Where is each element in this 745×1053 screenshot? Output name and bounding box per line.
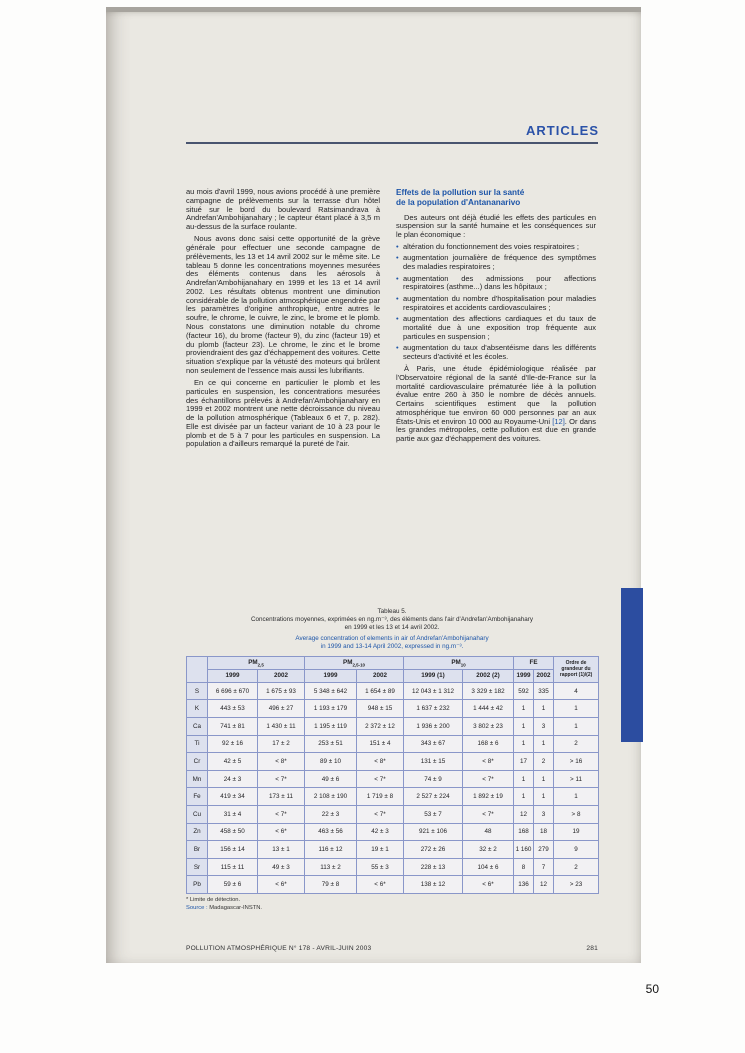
paragraph: Nous avons donc saisi cette opportunité de la grève générale pour effectuer une seconde campagne de prélèvements, les 13 et 14 avril 2002 sur le même site. Le tableau 5 donne les concentrations moyennes mesurées des éléments contenus dans les aérosols à Andrefan'Ambohijanahary en 1999 et les 13 et 14 avril 2002. Les résultats obtenus montrent une diminution considérable de la pollution atmosphérique engendrée par les paramètres d'origine anthropique, entre autres le soufre, le chrome, le cuivre, le zinc, le brome et le plomb. Nous constatons une diminution notable du chrome (facteur 16), du brome (facteur 9), du zinc (facteur 19) et du plomb (facteur 23). Le chrome, le zinc et le brome proviendraient des gaz d'échappement des voitures. Cette situation s'explique par la vétusté des moteurs qui brûlent non seulement de l'essence mais aussi les lubrifiants. bbox=[186, 234, 380, 375]
table-row bbox=[187, 753, 599, 771]
journal-page-number: 281 bbox=[586, 945, 598, 952]
table-cell: 59 ± 6 bbox=[208, 876, 258, 894]
table-cell: 1 bbox=[514, 788, 534, 806]
table-caption-en: Average concentration of elements in air of Andrefan'Ambohijanahary bbox=[295, 634, 489, 642]
table-cell: 116 ± 12 bbox=[305, 841, 357, 859]
column-group-header: $PM_{2,5-10}$ bbox=[305, 656, 404, 669]
element-label: Fe bbox=[187, 788, 208, 806]
table-cell: 168 bbox=[514, 823, 534, 841]
table-cell: < 8* bbox=[258, 753, 305, 771]
table-caption-fr: Concentrations moyennes, exprimées en ng.m⁻³, des éléments dans l'air d'Andrefan'Ambohijanahary bbox=[250, 616, 534, 624]
table-cell: 115 ± 11 bbox=[208, 858, 258, 876]
table-cell: < 6* bbox=[463, 876, 514, 894]
table-cell: 228 ± 13 bbox=[404, 858, 463, 876]
table-cell: 31 ± 4 bbox=[208, 806, 258, 824]
year-subheader: 2002 bbox=[534, 669, 554, 682]
section-header-articles: ARTICLES bbox=[526, 123, 599, 138]
table-section bbox=[186, 608, 598, 913]
bullet-item: • augmentation du nombre d'hospitalisation pour maladies respiratoires et accidents cardiovasculaires ; bbox=[396, 295, 596, 313]
paragraph: Des auteurs ont déjà étudié les effets des particules en suspension sur la santé humaine et les conséquences sur le plan économique : bbox=[396, 212, 596, 240]
table-cell: 2 bbox=[554, 735, 599, 753]
table-cell: 8 bbox=[514, 858, 534, 876]
journal-footer-title: POLLUTION ATMOSPHÉRIQUE N° 178 - AVRIL-JUIN 2003 bbox=[186, 945, 372, 952]
element-label: Pb bbox=[187, 876, 208, 894]
header-divider bbox=[186, 142, 598, 144]
table-cell: 496 ± 27 bbox=[258, 700, 305, 718]
table-row bbox=[187, 823, 599, 841]
column-group-header: $PM_{2,5}$ bbox=[208, 656, 305, 669]
table-cell: 2 372 ± 12 bbox=[357, 718, 404, 736]
element-label: Sr bbox=[187, 858, 208, 876]
heading-line: Effets de la pollution sur la santé bbox=[396, 188, 525, 197]
table-cell: < 7* bbox=[357, 770, 404, 788]
table-cell: 9 bbox=[554, 841, 599, 859]
table-footnotes bbox=[186, 897, 598, 913]
column-group-header: FE bbox=[514, 656, 554, 669]
table-cell: 1 bbox=[514, 735, 534, 753]
table-cell: 151 ± 4 bbox=[357, 735, 404, 753]
element-label: Cu bbox=[187, 806, 208, 824]
table-cell: 921 ± 106 bbox=[404, 823, 463, 841]
table-cell: 279 bbox=[534, 841, 554, 859]
table-cell: 1 bbox=[534, 788, 554, 806]
table-cell: 592 bbox=[514, 682, 534, 700]
table-cell: < 8* bbox=[357, 753, 404, 771]
element-label: Zn bbox=[187, 823, 208, 841]
table-cell: < 7* bbox=[258, 770, 305, 788]
year-subheader: 1999 bbox=[514, 669, 534, 682]
article-subheading bbox=[396, 188, 596, 209]
footnote-detection-limit: * Limite de détection. bbox=[186, 896, 241, 903]
table-cell: 948 ± 15 bbox=[357, 700, 404, 718]
citation-ref: [12] bbox=[552, 416, 565, 426]
column-group-header: $PM_{10}$ bbox=[404, 656, 514, 669]
table-cell: 138 ± 12 bbox=[404, 876, 463, 894]
element-label: K bbox=[187, 700, 208, 718]
table-row bbox=[187, 770, 599, 788]
year-subheader: 2002 bbox=[258, 669, 305, 682]
table-cell: 12 043 ± 1 312 bbox=[404, 682, 463, 700]
table-cell: < 6* bbox=[357, 876, 404, 894]
table-cell: 74 ± 9 bbox=[404, 770, 463, 788]
table-cell: 113 ± 2 bbox=[305, 858, 357, 876]
bullet-item: • augmentation des affections cardiaques et du taux de mortalité due à une exposition trop fréquente aux particules en suspension ; bbox=[396, 315, 596, 341]
table-cell: 17 bbox=[514, 753, 534, 771]
table-cell: 1 430 ± 11 bbox=[258, 718, 305, 736]
data-table bbox=[186, 656, 599, 894]
table-cell: 1 892 ± 19 bbox=[463, 788, 514, 806]
table-row bbox=[187, 788, 599, 806]
table-head bbox=[187, 656, 599, 682]
table-cell: 1 bbox=[514, 770, 534, 788]
table-cell: < 6* bbox=[258, 876, 305, 894]
scanned-journal-page bbox=[106, 7, 641, 963]
table-cell: 32 ± 2 bbox=[463, 841, 514, 859]
table-cell: 1 bbox=[534, 700, 554, 718]
table-row bbox=[187, 718, 599, 736]
paragraph: au mois d'avril 1999, nous avions procédé à une première campagne de prélèvements sur la terrasse d'un hôtel situé sur le bord du boulevard Ratsimandrava à Andrefan'Ambohijanahary ; le capteur étant placé à 3,5 m au-dessus de la surface roulante. bbox=[186, 187, 380, 232]
table-cell: < 7* bbox=[258, 806, 305, 824]
table-cell: 89 ± 10 bbox=[305, 753, 357, 771]
table-cell: 741 ± 81 bbox=[208, 718, 258, 736]
table-cell: 7 bbox=[534, 858, 554, 876]
table-cell: < 6* bbox=[258, 823, 305, 841]
table-cell: 12 bbox=[514, 806, 534, 824]
footnote-source bbox=[186, 905, 598, 913]
element-label: Br bbox=[187, 841, 208, 859]
element-label: Ti bbox=[187, 735, 208, 753]
closing-text: . Or dans les grandes métropoles, cette pollution est due en grande partie aux gaz d'échappement des voitures. bbox=[396, 416, 596, 444]
closing-text: À Paris, une étude épidémiologique réalisée par l'Observatoire régional de la santé d'Ile-de-France sur la mortalité cardiovasculaire prématurée liée à la pollution évalue entre 260 à 350 le nombre de décès annuels. Certains scientifiques estiment que la pollution atmosphérique tue environ 60 000 personnes par an aux États-Unis et environ 10 000 au Royaume-Uni bbox=[396, 363, 596, 426]
table-cell: 79 ± 8 bbox=[305, 876, 357, 894]
article-body bbox=[186, 188, 596, 453]
table-cell: 3 bbox=[534, 718, 554, 736]
table-caption bbox=[186, 608, 598, 651]
table-cell: 1 bbox=[554, 700, 599, 718]
table-cell: 104 ± 6 bbox=[463, 858, 514, 876]
bullet-item: • altération du fonctionnement des voies respiratoires ; bbox=[396, 243, 596, 252]
table-cell: 17 ± 2 bbox=[258, 735, 305, 753]
table-cell: 49 ± 3 bbox=[258, 858, 305, 876]
right-column bbox=[396, 188, 596, 453]
table-cell: 458 ± 50 bbox=[208, 823, 258, 841]
table-cell: 3 329 ± 182 bbox=[463, 682, 514, 700]
table-row bbox=[187, 806, 599, 824]
table-cell: 13 ± 1 bbox=[258, 841, 305, 859]
bullet-item: • augmentation des admissions pour affections respiratoires (asthme...) dans les hôpitaux ; bbox=[396, 275, 596, 293]
table-cell: 19 ± 1 bbox=[357, 841, 404, 859]
table-cell: 48 bbox=[463, 823, 514, 841]
table-cell: 2 bbox=[554, 858, 599, 876]
table-cell: 272 ± 26 bbox=[404, 841, 463, 859]
table-cell: 55 ± 3 bbox=[357, 858, 404, 876]
table-row bbox=[187, 876, 599, 894]
element-label: S bbox=[187, 682, 208, 700]
table-cell: 335 bbox=[534, 682, 554, 700]
table-cell: 18 bbox=[534, 823, 554, 841]
table-cell: 168 ± 6 bbox=[463, 735, 514, 753]
table-cell: 49 ± 6 bbox=[305, 770, 357, 788]
document-page-number: 50 bbox=[645, 982, 659, 996]
table-cell: 1 bbox=[554, 718, 599, 736]
table-cell: 12 bbox=[534, 876, 554, 894]
bullet-item: • augmentation journalière de fréquence des symptômes des maladies respiratoires ; bbox=[396, 254, 596, 272]
table-cell: 42 ± 3 bbox=[357, 823, 404, 841]
table-row bbox=[187, 735, 599, 753]
table-cell: > 16 bbox=[554, 753, 599, 771]
table-cell: 1 193 ± 179 bbox=[305, 700, 357, 718]
table-caption-fr: en 1999 et les 13 et 14 avril 2002. bbox=[344, 624, 440, 632]
element-label: Ca bbox=[187, 718, 208, 736]
table-cell: 343 ± 67 bbox=[404, 735, 463, 753]
element-label: Mn bbox=[187, 770, 208, 788]
table-cell: 1 bbox=[534, 770, 554, 788]
journal-footer bbox=[186, 945, 598, 952]
table-cell: < 7* bbox=[357, 806, 404, 824]
table-cell: 5 348 ± 642 bbox=[305, 682, 357, 700]
table-cell: 253 ± 51 bbox=[305, 735, 357, 753]
table-cell: > 8 bbox=[554, 806, 599, 824]
table-cell: 463 ± 56 bbox=[305, 823, 357, 841]
blue-bookmark-tab bbox=[621, 588, 643, 742]
heading-line: de la population d'Antananarivo bbox=[396, 198, 521, 208]
table-cell: 131 ± 15 bbox=[404, 753, 463, 771]
table-cell: 136 bbox=[514, 876, 534, 894]
year-subheader: 2002 (2) bbox=[463, 669, 514, 682]
table-cell: 24 ± 3 bbox=[208, 770, 258, 788]
table-cell: 92 ± 16 bbox=[208, 735, 258, 753]
year-subheader: 1999 bbox=[305, 669, 357, 682]
ratio-column-header: Ordre de grandeur du rapport (1)/(2) bbox=[554, 656, 599, 682]
table-cell: 3 802 ± 23 bbox=[463, 718, 514, 736]
left-column bbox=[186, 188, 380, 453]
table-row bbox=[187, 682, 599, 700]
table-cell: < 8* bbox=[463, 753, 514, 771]
table-cell: < 7* bbox=[463, 770, 514, 788]
table-cell: 4 bbox=[554, 682, 599, 700]
table-cell: 419 ± 34 bbox=[208, 788, 258, 806]
table-caption-en: in 1999 and 13-14 April 2002, expressed in ng.m⁻³. bbox=[320, 642, 464, 650]
table-cell: 1 637 ± 232 bbox=[404, 700, 463, 718]
table-cell: 156 ± 14 bbox=[208, 841, 258, 859]
table-cell: < 7* bbox=[463, 806, 514, 824]
table-cell: 2 527 ± 224 bbox=[404, 788, 463, 806]
bullet-list bbox=[396, 243, 596, 362]
table-cell: 3 bbox=[534, 806, 554, 824]
table-cell: 1 195 ± 119 bbox=[305, 718, 357, 736]
table-cell: 1 bbox=[514, 700, 534, 718]
paragraph bbox=[396, 365, 596, 444]
table-cell: 19 bbox=[554, 823, 599, 841]
table-cell: 1 675 ± 93 bbox=[258, 682, 305, 700]
table-cell: 1 654 ± 89 bbox=[357, 682, 404, 700]
table-row bbox=[187, 841, 599, 859]
source-label: Source : bbox=[186, 904, 208, 911]
table-cell: 1 160 bbox=[514, 841, 534, 859]
table-cell: > 11 bbox=[554, 770, 599, 788]
table-cell: 1 bbox=[514, 718, 534, 736]
table-cell: 1 444 ± 42 bbox=[463, 700, 514, 718]
table-cell: 42 ± 5 bbox=[208, 753, 258, 771]
paragraph: En ce qui concerne en particulier le plomb et les particules en suspension, les concentrations mesurées des échantillons prélevés à Andrefan'Ambohijanahary en 1999 et 2002 montrent une nette décroissance du niveau de la pollution atmosphérique (Tableaux 6 et 7, p. 282). Elle est divisée par un facteur variant de 10 à 23 pour le plomb et de 5 à 7 pour les particules en suspension. La population a d'ailleurs remarqué la pureté de l'air. bbox=[186, 378, 380, 449]
element-column-header bbox=[187, 656, 208, 682]
year-subheader: 1999 bbox=[208, 669, 258, 682]
table-row bbox=[187, 700, 599, 718]
table-cell: 6 696 ± 670 bbox=[208, 682, 258, 700]
table-cell: 53 ± 7 bbox=[404, 806, 463, 824]
table-cell: 1 936 ± 200 bbox=[404, 718, 463, 736]
table-caption-title: Tableau 5. bbox=[377, 608, 407, 615]
element-label: Cr bbox=[187, 753, 208, 771]
table-cell: 443 ± 53 bbox=[208, 700, 258, 718]
table-cell: 22 ± 3 bbox=[305, 806, 357, 824]
table-cell: > 23 bbox=[554, 876, 599, 894]
table-cell: 1 719 ± 8 bbox=[357, 788, 404, 806]
year-subheader: 2002 bbox=[357, 669, 404, 682]
table-cell: 2 108 ± 190 bbox=[305, 788, 357, 806]
table-cell: 1 bbox=[534, 735, 554, 753]
table-cell: 2 bbox=[534, 753, 554, 771]
source-value: Madagascar-INSTN. bbox=[207, 904, 263, 911]
bullet-item: • augmentation du taux d'absentéisme dans les différents secteurs d'activité et les écoles. bbox=[396, 344, 596, 362]
scan-edge bbox=[106, 7, 641, 12]
table-cell: 1 bbox=[554, 788, 599, 806]
year-subheader: 1999 (1) bbox=[404, 669, 463, 682]
table-cell: 173 ± 11 bbox=[258, 788, 305, 806]
table-body bbox=[187, 682, 599, 893]
table-row bbox=[187, 858, 599, 876]
